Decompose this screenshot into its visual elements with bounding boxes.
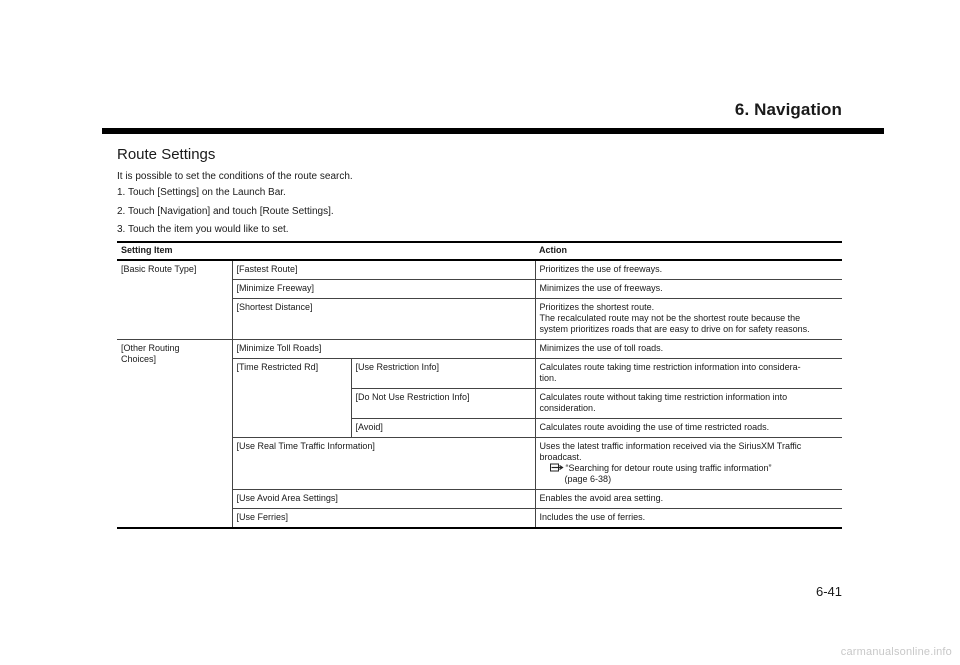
section-title: Route Settings [117,146,216,163]
header-setting-item: Setting Item [121,245,173,255]
watermark: carmanualsonline.info [840,646,952,658]
action-do-not-use-restriction-info: Calculates route without taking time restriction information into consideration. [535,389,842,419]
page-number: 6-41 [815,584,842,599]
header-action: Action [539,245,568,255]
action-fastest-route: Prioritizes the use of freeways. [535,260,842,280]
intro-text: It is possible to set the conditions of the route search. [117,171,353,182]
setting-do-not-use-restriction-info: [Do Not Use Restriction Info] [351,389,535,419]
action-use-ferries: Includes the use of ferries. [535,509,842,529]
setting-shortest-distance: [Shortest Distance] [232,299,535,340]
action-minimize-freeway: Minimizes the use of freeways. [535,280,842,299]
chapter-title: 6. Navigation [734,100,842,119]
step-item: 2. Touch [Navigation] and touch [Route Settings]. [117,205,334,217]
group-other-routing-choices: [Other Routing Choices] [117,340,232,529]
route-settings-table [117,241,842,529]
setting-use-ferries: [Use Ferries] [232,509,535,529]
setting-minimize-freeway: [Minimize Freeway] [232,280,535,299]
setting-minimize-toll-roads: [Minimize Toll Roads] [232,340,535,359]
setting-avoid: [Avoid] [351,419,535,438]
setting-time-restricted-rd: [Time Restricted Rd] [232,359,351,438]
setting-use-real-time-traffic: [Use Real Time Traffic Information] [232,438,535,490]
setting-fastest-route: [Fastest Route] [232,260,535,280]
table-header-row [117,242,842,260]
table-row [117,260,842,280]
setting-use-restriction-info: [Use Restriction Info] [351,359,535,389]
setting-use-avoid-area: [Use Avoid Area Settings] [232,490,535,509]
table-row [117,340,842,359]
action-avoid: Calculates route avoiding the use of time restricted roads. [535,419,842,438]
action-use-avoid-area: Enables the avoid area setting. [535,490,842,509]
action-minimize-toll-roads: Minimizes the use of toll roads. [535,340,842,359]
step-item: 1. Touch [Settings] on the Launch Bar. [117,187,286,198]
header-rule [102,128,884,134]
action-use-real-time-traffic: Uses the latest traffic information received via the SiriusXM Traffic broadcast. “Searching for detour route using traffic information” (page 6-38) [535,438,842,490]
step-item: 3. Touch the item you would like to set. [117,224,289,235]
action-use-restriction-info: Calculates route taking time restriction information into considera- tion. [535,359,842,389]
action-shortest-distance: Prioritizes the shortest route. The recalculated route may not be the shortest route because the system prioritizes roads that are easy to drive on for safety reasons. [535,299,842,340]
group-basic-route-type: [Basic Route Type] [121,264,197,274]
page-reference: “Searching for detour route using traffic information” [540,463,839,474]
reference-page: (page 6-38) [564,474,612,484]
reference-arrow-icon [550,463,564,472]
steps-list [117,187,334,243]
